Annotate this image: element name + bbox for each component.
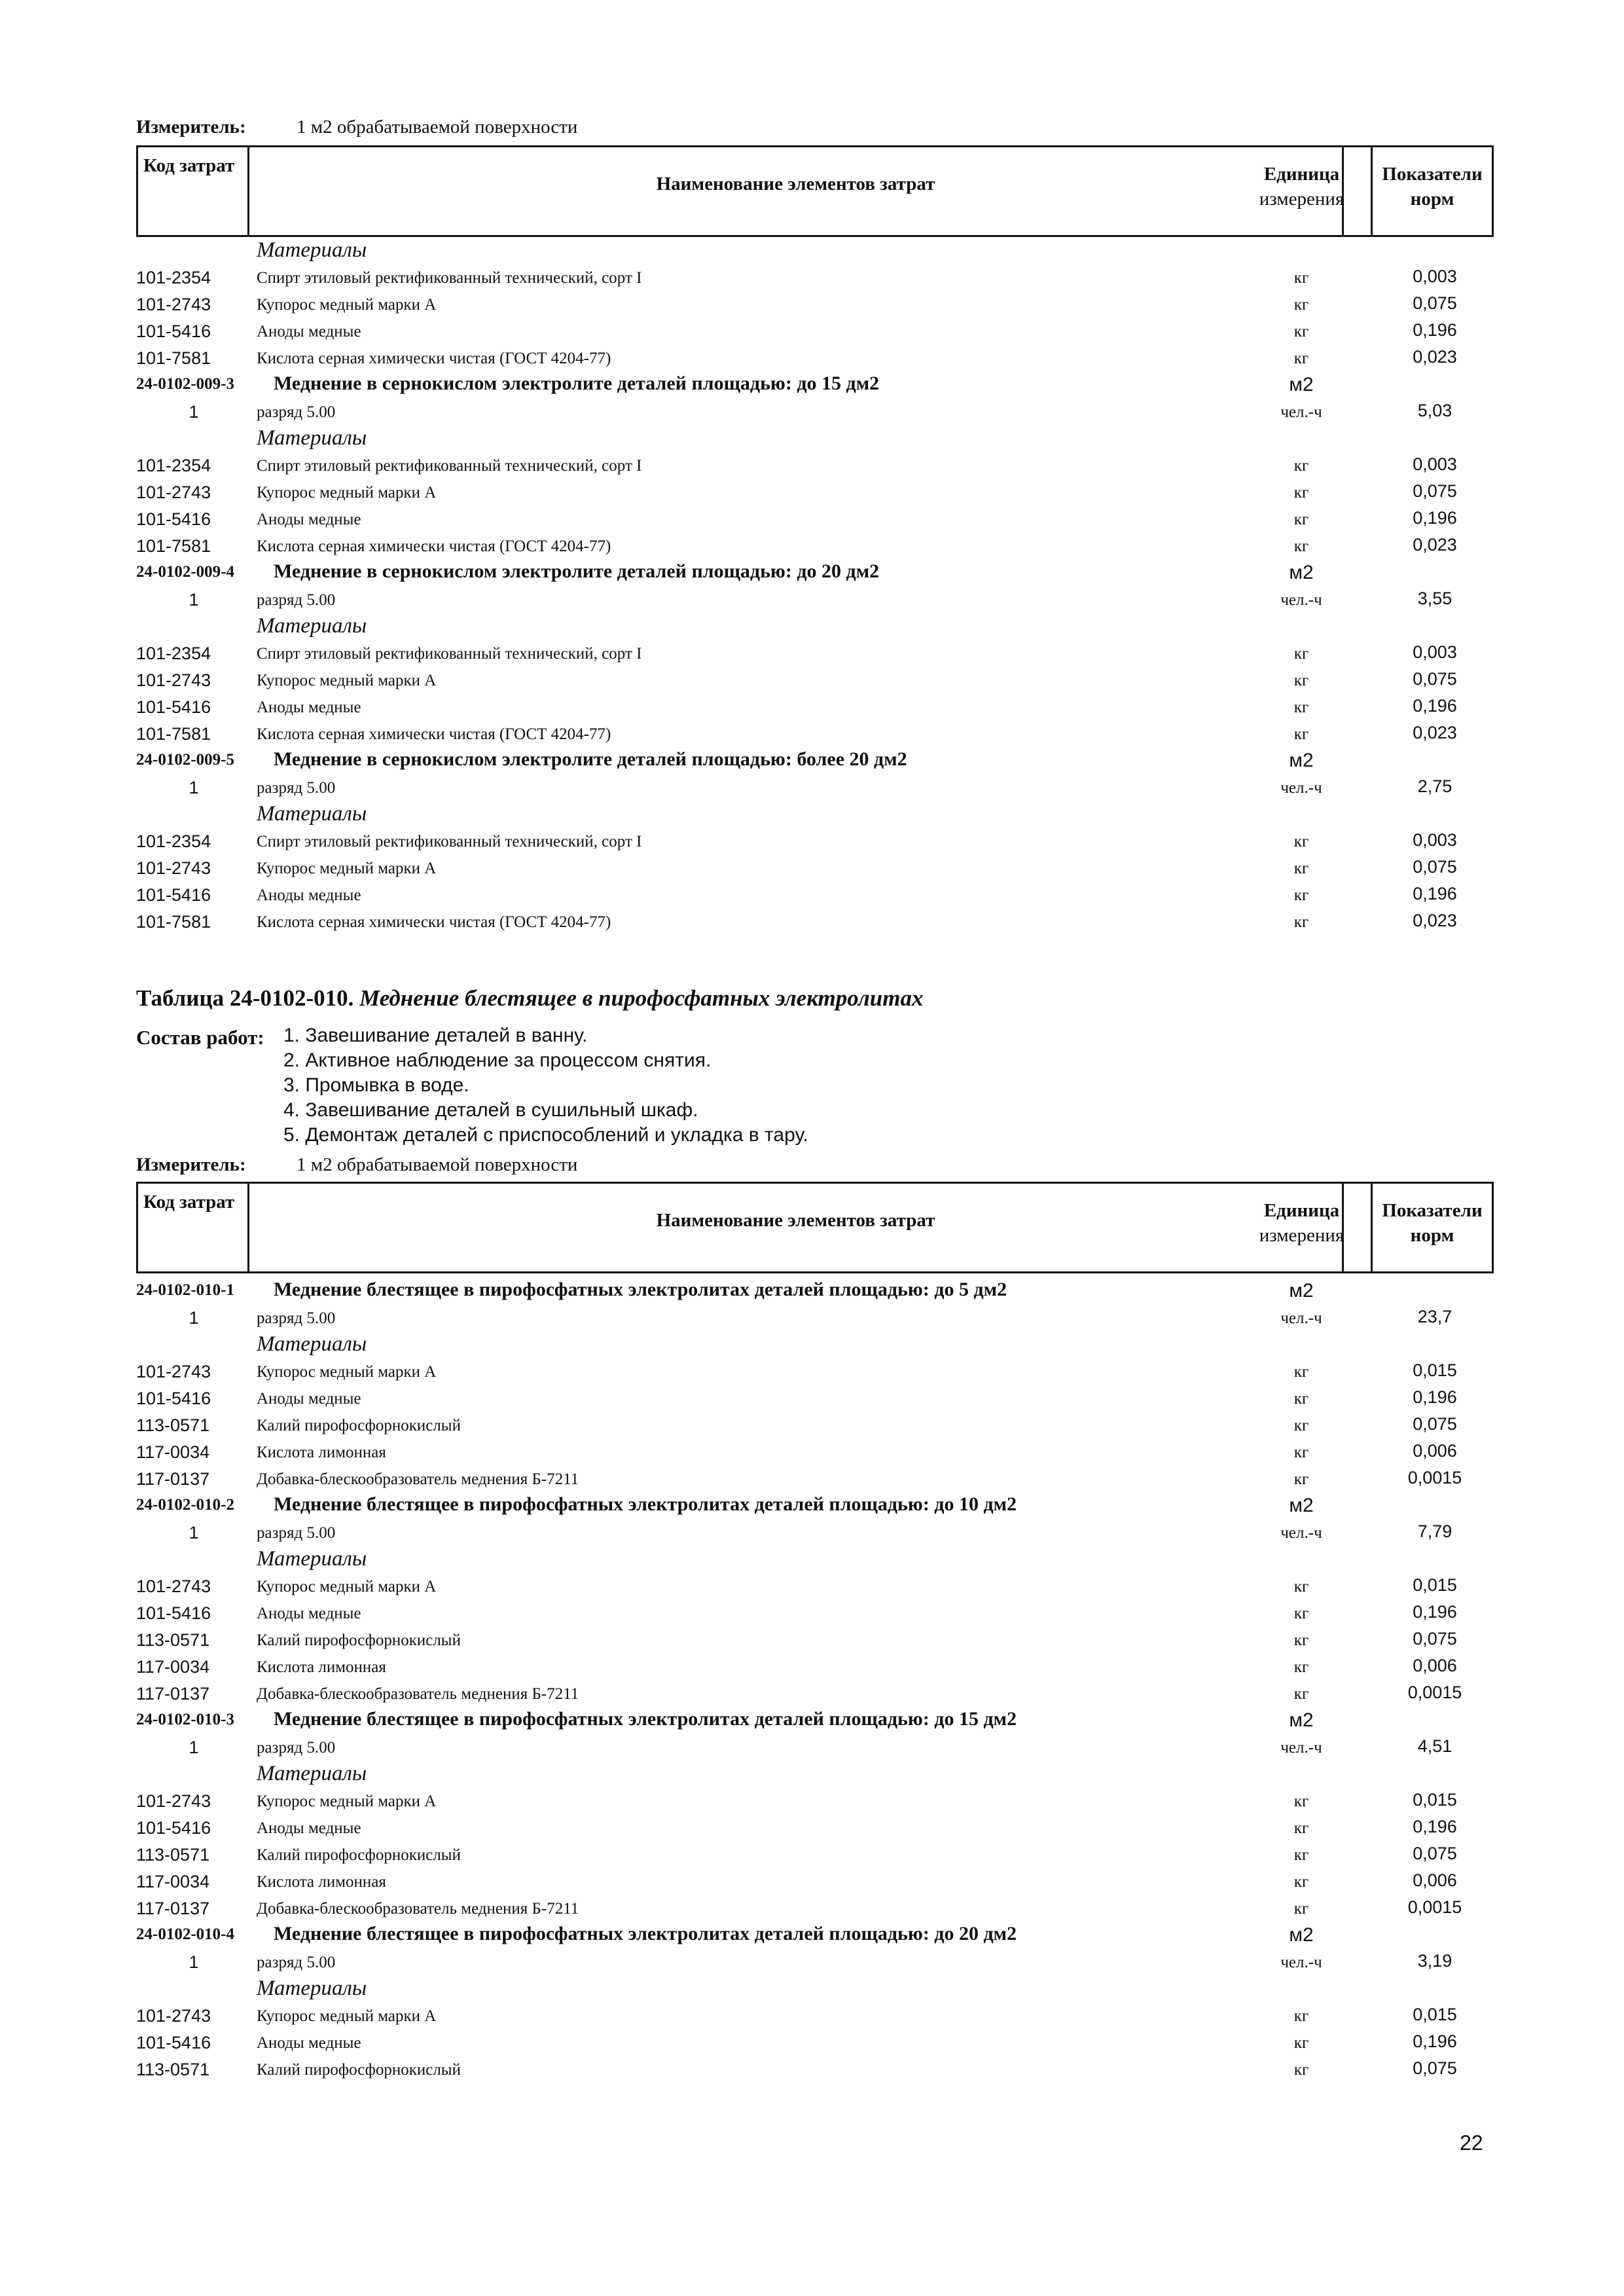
row-name: Материалы	[257, 614, 367, 638]
row-value: 0,003	[1413, 266, 1457, 286]
row-unit: кг	[1293, 1605, 1309, 1622]
material-row	[136, 1573, 1494, 1599]
measure-line-2	[136, 1154, 577, 1176]
row-value: 4,51	[1417, 1736, 1453, 1756]
row-code: 101-5416	[136, 1603, 211, 1623]
row-name: Кислота лимонная	[257, 1444, 386, 1461]
row-name: Материалы	[257, 1547, 367, 1571]
material-row	[136, 2002, 1494, 2029]
row-name: Кислота серная химически чистая (ГОСТ 4204-77)	[257, 538, 611, 555]
row-unit: кг	[1293, 2034, 1309, 2052]
item-row	[136, 1707, 1494, 1734]
row-unit: кг	[1293, 1470, 1309, 1488]
row-value: 0,075	[1413, 481, 1457, 501]
labor-row	[136, 1948, 1494, 1975]
row-value: 0,075	[1413, 2058, 1457, 2078]
row-name: Аноды медные	[257, 1390, 361, 1408]
row-value: 0,023	[1413, 723, 1457, 742]
row-name: Меднение блестящее в пирофосфатных электролитах деталей площадью: до 15 дм2	[274, 1708, 1017, 1730]
row-code: 113-0571	[136, 1630, 210, 1650]
row-unit: кг	[1293, 1685, 1309, 1703]
row-value: 0,0015	[1407, 1468, 1462, 1487]
item-row	[136, 371, 1494, 398]
row-value: 0,003	[1413, 830, 1457, 850]
measure-value: 1 м2 обрабатываемой поверхности	[297, 1154, 578, 1175]
labor-row	[136, 1519, 1494, 1546]
row-name: разряд 5.00	[257, 591, 336, 609]
row-code: 101-2354	[136, 456, 211, 475]
row-name: Меднение в сернокислом электролите деталей площадью: более 20 дм2	[274, 748, 907, 770]
row-name: Добавка-блескообразователь меднения Б-7211	[257, 1900, 579, 1918]
row-name: Спирт этиловый ректификованный технический, сорт I	[257, 645, 642, 663]
header-norm-line1: Показатели	[1382, 164, 1483, 185]
row-unit: кг	[1293, 1819, 1309, 1837]
row-name: Купорос медный марки А	[257, 296, 437, 314]
material-row	[136, 908, 1494, 935]
row-unit: чел.-ч	[1280, 779, 1322, 797]
material-row	[136, 1438, 1494, 1465]
material-row	[136, 693, 1494, 720]
header-code: Код затрат	[138, 147, 249, 235]
row-value: 0,196	[1413, 2032, 1457, 2051]
row-name: разряд 5.00	[257, 1954, 336, 1971]
row-value: 7,79	[1417, 1522, 1453, 1541]
row-unit: чел.-ч	[1280, 1524, 1322, 1542]
row-name: Аноды медные	[257, 1819, 361, 1837]
item-row	[136, 559, 1494, 586]
row-name: Аноды медные	[257, 511, 361, 528]
row-name: Добавка-блескообразователь меднения Б-7211	[257, 1470, 579, 1488]
row-unit: м2	[1289, 750, 1314, 771]
row-value: 5,03	[1417, 401, 1453, 420]
row-unit: кг	[1293, 913, 1309, 931]
row-unit: кг	[1293, 2007, 1309, 2025]
row-code: 1	[189, 778, 199, 797]
row-name: Купорос медный марки А	[257, 672, 437, 689]
row-name: Купорос медный марки А	[257, 1363, 437, 1381]
material-row	[136, 1465, 1494, 1492]
row-unit: кг	[1293, 1417, 1309, 1434]
row-value: 0,023	[1413, 911, 1457, 930]
row-name: Калий пирофосфорнокислый	[257, 1631, 461, 1649]
labor-row	[136, 774, 1494, 801]
row-unit: кг	[1293, 1793, 1309, 1810]
item-row	[136, 1492, 1494, 1519]
row-name: Калий пирофосфорнокислый	[257, 2061, 461, 2079]
row-code: 24-0102-010-1	[136, 1281, 234, 1299]
row-value: 0,075	[1413, 669, 1457, 689]
row-unit: кг	[1293, 1873, 1309, 1891]
row-unit: кг	[1293, 672, 1309, 689]
row-value: 0,196	[1413, 1817, 1457, 1836]
row-code: 24-0102-009-3	[136, 375, 234, 393]
row-unit: кг	[1293, 323, 1309, 340]
category-row	[136, 1975, 1494, 2002]
row-unit: кг	[1293, 1444, 1309, 1461]
row-unit: м2	[1289, 1495, 1314, 1516]
row-value: 0,015	[1413, 1360, 1457, 1380]
works-list	[283, 1025, 1200, 1149]
row-unit: кг	[1293, 725, 1309, 743]
row-name: Материалы	[257, 802, 367, 826]
table-title-prefix: Таблица 24-0102-010.	[136, 985, 354, 1011]
row-unit: м2	[1289, 562, 1314, 583]
row-name: Меднение блестящее в пирофосфатных электролитах деталей площадью: до 10 дм2	[274, 1493, 1017, 1515]
row-value: 0,0015	[1407, 1683, 1462, 1702]
material-row	[136, 479, 1494, 505]
row-code: 117-0034	[136, 1442, 210, 1462]
row-unit: кг	[1293, 457, 1309, 475]
row-code: 113-0571	[136, 1845, 210, 1865]
row-unit: кг	[1293, 699, 1309, 716]
row-code: 101-2743	[136, 483, 211, 502]
header-norm-line1: Показатели	[1382, 1200, 1483, 1221]
row-code: 101-7581	[136, 536, 211, 556]
row-code: 1	[189, 1308, 199, 1328]
row-unit: кг	[1293, 1658, 1309, 1676]
row-name: Материалы	[257, 1977, 367, 2000]
category-row	[136, 1760, 1494, 1787]
material-row	[136, 505, 1494, 532]
material-row	[136, 666, 1494, 693]
measure-label: Измеритель:	[136, 1154, 246, 1175]
measure-value: 1 м2 обрабатываемой поверхности	[297, 117, 578, 137]
row-name: Калий пирофосфорнокислый	[257, 1417, 461, 1434]
row-name: Аноды медные	[257, 699, 361, 716]
row-value: 0,023	[1413, 535, 1457, 555]
row-name: Меднение в сернокислом электролите деталей площадью: до 20 дм2	[274, 560, 880, 582]
row-unit: кг	[1293, 860, 1309, 877]
material-row	[136, 720, 1494, 747]
measure-line	[136, 117, 577, 138]
row-code: 1	[189, 1952, 199, 1972]
item-row	[136, 1277, 1494, 1304]
table-header-2	[136, 1182, 1494, 1273]
material-row	[136, 1868, 1494, 1895]
category-row	[136, 1331, 1494, 1358]
row-name: Кислота серная химически чистая (ГОСТ 4204-77)	[257, 725, 611, 743]
row-code: 113-0571	[136, 1415, 210, 1435]
row-unit: кг	[1293, 269, 1309, 287]
row-name: Купорос медный марки А	[257, 484, 437, 501]
header-unit-line2: измерения	[1259, 1225, 1344, 1246]
row-value: 0,006	[1413, 1870, 1457, 1890]
row-code: 1	[189, 1738, 199, 1757]
material-row	[136, 291, 1494, 318]
row-value: 0,015	[1413, 1790, 1457, 1810]
header-unit	[1233, 147, 1373, 235]
row-unit: м2	[1289, 1709, 1314, 1731]
works-label: Состав работ:	[136, 1026, 264, 1049]
row-unit: кг	[1293, 484, 1309, 501]
header-unit-line1: Единица	[1263, 1200, 1340, 1221]
measure-label: Измеритель:	[136, 117, 246, 137]
row-value: 0,075	[1413, 293, 1457, 313]
row-code: 101-2354	[136, 831, 211, 851]
row-code: 101-2743	[136, 1576, 211, 1596]
row-unit: кг	[1293, 2061, 1309, 2079]
material-row	[136, 1626, 1494, 1653]
row-value: 0,075	[1413, 1844, 1457, 1863]
row-code: 117-0034	[136, 1872, 210, 1891]
header-unit-line2: измерения	[1259, 189, 1344, 210]
works-item: 3. Промывка в воде.	[283, 1074, 469, 1096]
header-name: Наименование элементов затрат	[249, 1184, 1344, 1271]
row-name: Купорос медный марки А	[257, 1793, 437, 1810]
row-value: 23,7	[1417, 1307, 1453, 1326]
row-value: 0,075	[1413, 1414, 1457, 1434]
row-unit: кг	[1293, 1631, 1309, 1649]
row-name: Добавка-блескообразователь меднения Б-7211	[257, 1685, 579, 1703]
row-value: 0,0015	[1407, 1897, 1462, 1917]
row-unit: кг	[1293, 1363, 1309, 1381]
row-code: 101-5416	[136, 1389, 211, 1408]
row-code: 101-5416	[136, 2033, 211, 2052]
row-name: Аноды медные	[257, 323, 361, 340]
row-name: Кислота серная химически чистая (ГОСТ 4204-77)	[257, 913, 611, 931]
row-value: 0,003	[1413, 642, 1457, 662]
row-unit: чел.-ч	[1280, 403, 1322, 421]
category-row	[136, 613, 1494, 640]
material-row	[136, 1680, 1494, 1707]
material-row	[136, 344, 1494, 371]
material-row	[136, 1358, 1494, 1385]
material-row	[136, 318, 1494, 344]
material-row	[136, 1895, 1494, 1922]
row-value: 0,015	[1413, 2005, 1457, 2024]
row-unit: кг	[1293, 511, 1309, 528]
row-name: Материалы	[257, 1762, 367, 1785]
row-unit: м2	[1289, 374, 1314, 395]
table-header	[136, 145, 1494, 237]
row-unit: м2	[1289, 1924, 1314, 1946]
labor-row	[136, 398, 1494, 425]
row-code: 1	[189, 1523, 199, 1542]
row-unit: кг	[1293, 1846, 1309, 1864]
row-code: 101-5416	[136, 885, 211, 905]
row-unit: кг	[1293, 833, 1309, 850]
header-norm	[1373, 1184, 1492, 1271]
material-row	[136, 640, 1494, 666]
row-value: 0,196	[1413, 1387, 1457, 1407]
row-code: 117-0137	[136, 1469, 210, 1489]
row-code: 101-2743	[136, 295, 211, 314]
row-code: 24-0102-010-2	[136, 1496, 234, 1514]
row-code: 24-0102-010-4	[136, 1925, 234, 1943]
row-name: Аноды медные	[257, 2034, 361, 2052]
item-row	[136, 1922, 1494, 1948]
row-unit: кг	[1293, 1390, 1309, 1408]
row-name: Спирт этиловый ректификованный технический, сорт I	[257, 269, 642, 287]
row-value: 0,196	[1413, 1602, 1457, 1622]
material-row	[136, 1412, 1494, 1438]
material-row	[136, 452, 1494, 479]
material-row	[136, 264, 1494, 291]
row-code: 101-5416	[136, 509, 211, 529]
row-value: 3,55	[1417, 589, 1453, 608]
category-row	[136, 425, 1494, 452]
material-row	[136, 2056, 1494, 2083]
row-code: 101-2354	[136, 644, 211, 663]
row-code: 1	[189, 402, 199, 422]
header-code: Код затрат	[138, 1184, 249, 1271]
page-number: 22	[1460, 2131, 1483, 2155]
row-code: 101-2354	[136, 268, 211, 287]
material-row	[136, 828, 1494, 854]
row-code: 101-2743	[136, 2006, 211, 2026]
row-code: 101-2743	[136, 670, 211, 690]
row-value: 2,75	[1417, 776, 1453, 796]
row-value: 0,196	[1413, 696, 1457, 716]
material-row	[136, 881, 1494, 908]
header-unit	[1233, 1184, 1373, 1271]
row-name: Купорос медный марки А	[257, 2007, 437, 2025]
row-unit: чел.-ч	[1280, 1739, 1322, 1757]
item-row	[136, 747, 1494, 774]
row-unit: кг	[1293, 538, 1309, 555]
row-name: Кислота лимонная	[257, 1658, 386, 1676]
material-row	[136, 1814, 1494, 1841]
row-value: 3,19	[1417, 1951, 1453, 1971]
row-value: 0,075	[1413, 1629, 1457, 1649]
header-name: Наименование элементов затрат	[249, 147, 1344, 235]
row-code: 117-0137	[136, 1899, 210, 1918]
row-code: 101-2743	[136, 1362, 211, 1381]
material-row	[136, 854, 1494, 881]
row-value: 0,006	[1413, 1656, 1457, 1675]
row-code: 101-7581	[136, 348, 211, 368]
row-code: 1	[189, 590, 199, 610]
row-code: 24-0102-009-4	[136, 563, 234, 581]
header-unit-line1: Единица	[1263, 164, 1340, 185]
row-name: разряд 5.00	[257, 403, 336, 421]
row-unit: кг	[1293, 350, 1309, 367]
rows-section-1	[136, 237, 1494, 935]
works-item: 2. Активное наблюдение за процессом снятия.	[283, 1049, 712, 1071]
row-name: Кислота серная химически чистая (ГОСТ 4204-77)	[257, 350, 611, 367]
row-name: Кислота лимонная	[257, 1873, 386, 1891]
row-code: 24-0102-010-3	[136, 1711, 234, 1728]
row-code: 101-5416	[136, 697, 211, 717]
material-row	[136, 1599, 1494, 1626]
row-unit: кг	[1293, 1578, 1309, 1595]
row-unit: чел.-ч	[1280, 1309, 1322, 1327]
works-item: 1. Завешивание деталей в ванну.	[283, 1025, 588, 1046]
row-code: 117-0137	[136, 1684, 210, 1704]
row-code: 113-0571	[136, 2060, 210, 2079]
row-value: 0,196	[1413, 508, 1457, 528]
row-code: 24-0102-009-5	[136, 751, 234, 769]
row-value: 0,196	[1413, 884, 1457, 903]
row-name: разряд 5.00	[257, 1524, 336, 1542]
row-code: 117-0034	[136, 1657, 210, 1677]
row-unit: чел.-ч	[1280, 591, 1322, 609]
material-row	[136, 532, 1494, 559]
row-name: Калий пирофосфорнокислый	[257, 1846, 461, 1864]
row-name: разряд 5.00	[257, 1739, 336, 1757]
row-unit: кг	[1293, 1900, 1309, 1918]
row-unit: кг	[1293, 886, 1309, 904]
row-code: 101-7581	[136, 912, 211, 932]
row-name: Купорос медный марки А	[257, 1578, 437, 1595]
material-row	[136, 1653, 1494, 1680]
row-name: Аноды медные	[257, 1605, 361, 1622]
row-value: 0,075	[1413, 857, 1457, 877]
row-name: Меднение в сернокислом электролите деталей площадью: до 15 дм2	[274, 373, 880, 394]
row-value: 0,196	[1413, 320, 1457, 340]
row-code: 101-2743	[136, 858, 211, 878]
rows-section-2	[136, 1277, 1494, 2083]
row-name: Материалы	[257, 1332, 367, 1356]
category-row	[136, 1546, 1494, 1573]
row-code: 101-5416	[136, 321, 211, 341]
row-name: Меднение блестящее в пирофосфатных электролитах деталей площадью: до 20 дм2	[274, 1923, 1017, 1944]
row-name: Материалы	[257, 426, 367, 450]
row-code: 101-7581	[136, 724, 211, 744]
header-norm-line2: норм	[1410, 189, 1454, 210]
table-title-name: Меднение блестящее в пирофосфатных электролитах	[359, 985, 924, 1011]
row-name: разряд 5.00	[257, 1309, 336, 1327]
table-title	[136, 985, 923, 1011]
row-unit: кг	[1293, 296, 1309, 314]
material-row	[136, 1385, 1494, 1412]
header-norm	[1373, 147, 1492, 235]
material-row	[136, 1787, 1494, 1814]
row-code: 101-2743	[136, 1791, 211, 1811]
material-row	[136, 1841, 1494, 1868]
row-unit: кг	[1293, 645, 1309, 663]
row-name: Материалы	[257, 238, 367, 262]
row-name: Меднение блестящее в пирофосфатных электролитах деталей площадью: до 5 дм2	[274, 1279, 1007, 1300]
category-row	[136, 237, 1494, 264]
row-name: Аноды медные	[257, 886, 361, 904]
row-name: Купорос медный марки А	[257, 860, 437, 877]
works-item: 5. Демонтаж деталей с приспособлений и укладка в тару.	[283, 1124, 808, 1146]
row-code: 101-5416	[136, 1818, 211, 1838]
works-item: 4. Завешивание деталей в сушильный шкаф.	[283, 1099, 698, 1121]
row-unit: чел.-ч	[1280, 1954, 1322, 1971]
row-value: 0,015	[1413, 1575, 1457, 1595]
row-value: 0,023	[1413, 347, 1457, 367]
row-name: разряд 5.00	[257, 779, 336, 797]
header-norm-line2: норм	[1410, 1225, 1454, 1246]
labor-row	[136, 1304, 1494, 1331]
row-value: 0,006	[1413, 1441, 1457, 1461]
labor-row	[136, 586, 1494, 613]
labor-row	[136, 1734, 1494, 1760]
row-unit: м2	[1289, 1280, 1314, 1302]
row-name: Спирт этиловый ректификованный технический, сорт I	[257, 457, 642, 475]
row-name: Спирт этиловый ректификованный технический, сорт I	[257, 833, 642, 850]
material-row	[136, 2029, 1494, 2056]
row-value: 0,003	[1413, 454, 1457, 474]
category-row	[136, 801, 1494, 828]
